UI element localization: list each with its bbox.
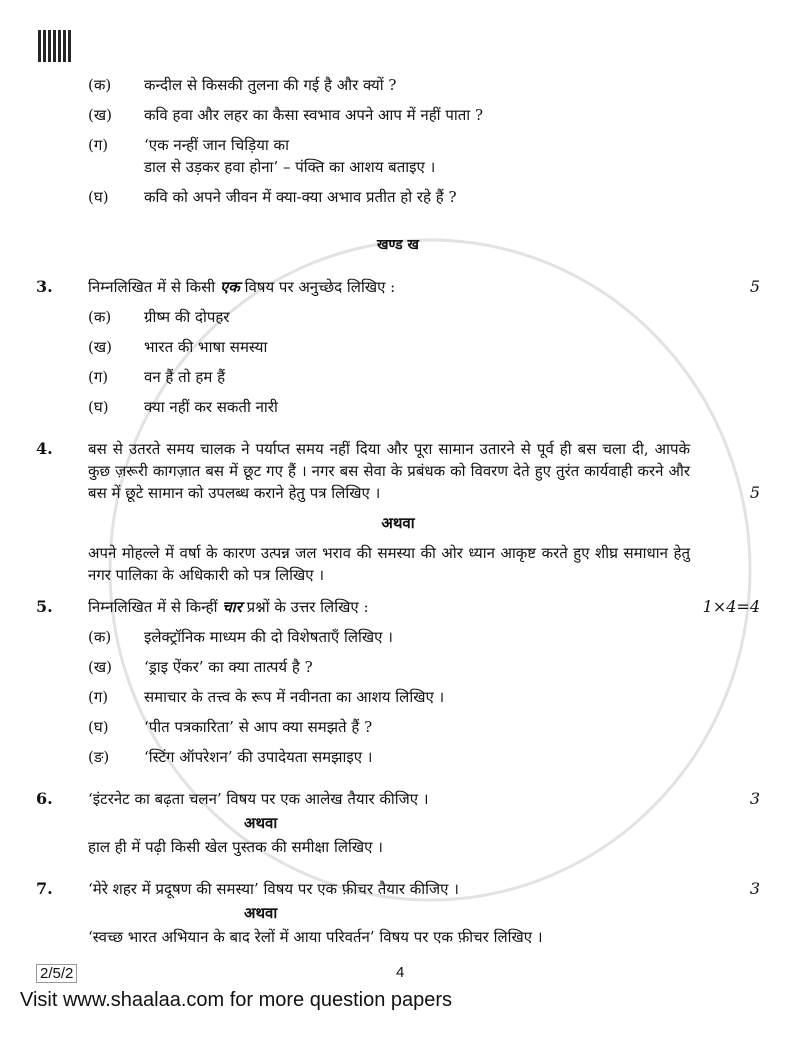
paper-code: 2/5/2: [36, 964, 77, 983]
item-label: (ख): [88, 106, 112, 124]
item-label: (ग): [88, 368, 109, 386]
alt-text: ‘स्वच्छ भारत अभियान के बाद रेलों में आया परिवर्तन’ विषय पर एक फ़ीचर लिखिए ।: [88, 928, 543, 946]
question-text: ‘इंटरनेट का बढ़ता चलन’ विषय पर एक आलेख तैयार कीजिए ।: [88, 790, 429, 808]
question-number: 7.: [36, 879, 53, 898]
list-item: [88, 134, 760, 178]
item-label: (ग): [88, 136, 109, 154]
section-heading: खण्ड ख: [377, 237, 419, 253]
item-text: भारत की भाषा समस्या: [144, 338, 268, 356]
marks: 5: [749, 483, 760, 502]
list-item: [88, 746, 760, 768]
text-line: आपके कुछ ज़रूरी कागज़ात बस में छूट गए हैं । नगर बस सेवा के प्रबंधक को विवरण देते हुए तुरंत: [88, 440, 690, 480]
item-label: (ङ): [88, 748, 110, 766]
item-label: (क): [88, 308, 112, 326]
list-item: [88, 716, 760, 738]
item-text: कवि को अपने जीवन में क्या-क्या अभाव प्रतीत हो रहे हैं ?: [144, 188, 457, 206]
question-number: 4.: [36, 439, 53, 458]
text-line: अपने मोहल्ले में वर्षा के कारण उत्पन्न जल भराव की समस्या की ओर ध्यान आकृष्ट करते हुए शीघ्र: [88, 544, 619, 562]
visit-banner: Visit www.shaalaa.com for more question papers: [20, 989, 453, 1011]
question-text: ‘मेरे शहर में प्रदूषण की समस्या’ विषय पर एक फ़ीचर तैयार कीजिए ।: [88, 880, 459, 898]
question-5: [36, 596, 760, 618]
question-number: 6.: [36, 789, 53, 808]
alt-text: हाल ही में पढ़ी किसी खेल पुस्तक की समीक्षा लिखिए ।: [88, 838, 383, 856]
list-item: [88, 626, 760, 648]
list-item: [88, 336, 760, 358]
question-3: [36, 276, 760, 298]
text: निम्नलिखित में से किन्हीं: [88, 598, 223, 616]
list-item: [88, 656, 760, 678]
marks: 1×4=4: [702, 597, 760, 616]
item-text: इलेक्ट्रॉनिक माध्यम की दो विशेषताएँ लिखिए ।: [144, 628, 393, 646]
emphasis: एक: [219, 278, 240, 296]
emphasis: चार: [222, 598, 242, 616]
question-text: [88, 596, 690, 618]
marks: 3: [749, 789, 760, 808]
text-line: कार्यवाही करने और बस में छूटे सामान को उपलब्ध कराने हेतु पत्र लिखिए ।: [88, 462, 690, 502]
or-label: अथवा: [381, 514, 415, 532]
item-label: (ख): [88, 658, 112, 676]
question-number: 5.: [36, 597, 53, 616]
question-6: [36, 788, 760, 810]
text: निम्नलिखित में से किसी: [88, 278, 220, 296]
item-label: (ख): [88, 338, 112, 356]
item-text: ग्रीष्म की दोपहर: [144, 308, 230, 326]
question-number: 3.: [36, 277, 53, 296]
item-label: (घ): [88, 718, 109, 736]
page-number: 4: [396, 964, 405, 981]
text-line: समाधान हेतु नगर पालिका के अधिकारी को पत्र लिखिए ।: [88, 544, 690, 584]
list-item: [88, 366, 760, 388]
question-text: [88, 438, 690, 504]
item-label: (ग): [88, 688, 109, 706]
item-label: (घ): [88, 188, 109, 206]
alt-text: [88, 542, 690, 586]
item-text: ‘पीत पत्रकारिता’ से आप क्या समझते हैं ?: [144, 718, 373, 736]
list-item: [88, 104, 760, 126]
item-label: (क): [88, 76, 112, 94]
item-text: कन्दील से किसकी तुलना की गई है और क्यों ?: [144, 76, 397, 94]
question-7: [36, 878, 760, 900]
question-text: [88, 276, 690, 298]
item-label: (क): [88, 628, 112, 646]
item-text: ‘स्टिंग ऑपरेशन’ की उपादेयता समझाइए ।: [144, 748, 373, 766]
list-item: [88, 686, 760, 708]
item-text: क्या नहीं कर सकती नारी: [144, 398, 278, 416]
item-text: समाचार के तत्त्व के रूप में नवीनता का आशय लिखिए ।: [144, 688, 445, 706]
item-text-block: [144, 134, 760, 178]
marks: 5: [749, 277, 760, 296]
question-4: [36, 438, 760, 504]
list-item: [88, 186, 760, 208]
list-item: [88, 306, 760, 328]
item-text: कवि हवा और लहर का कैसा स्वभाव अपने आप में नहीं पाता ?: [144, 106, 483, 124]
item-text: ‘एक नन्हीं जान चिड़िया का: [144, 136, 289, 154]
text: विषय पर अनुच्छेद लिखिए :: [239, 278, 396, 296]
item-text: वन हैं तो हम हैं: [144, 368, 226, 386]
text: प्रश्नों के उत्तर लिखिए :: [241, 598, 369, 616]
item-text: डाल से उड़कर हवा होना’ – पंक्ति का आशय बताइए ।: [144, 158, 436, 176]
footer: [20, 964, 760, 1024]
item-label: (घ): [88, 398, 109, 416]
list-item: [88, 74, 760, 96]
item-text: ‘ड्राइ ऐंकर’ का क्या तात्पर्य है ?: [144, 658, 313, 676]
marks: 3: [749, 879, 760, 898]
or-label: अथवा: [244, 814, 278, 832]
list-item: [88, 396, 760, 418]
or-label: अथवा: [244, 904, 278, 922]
text-line: बस से उतरते समय चालक ने पर्याप्त समय नहीं दिया और पूरा सामान उतारने से पूर्व ही बस चला दी,: [88, 440, 649, 458]
